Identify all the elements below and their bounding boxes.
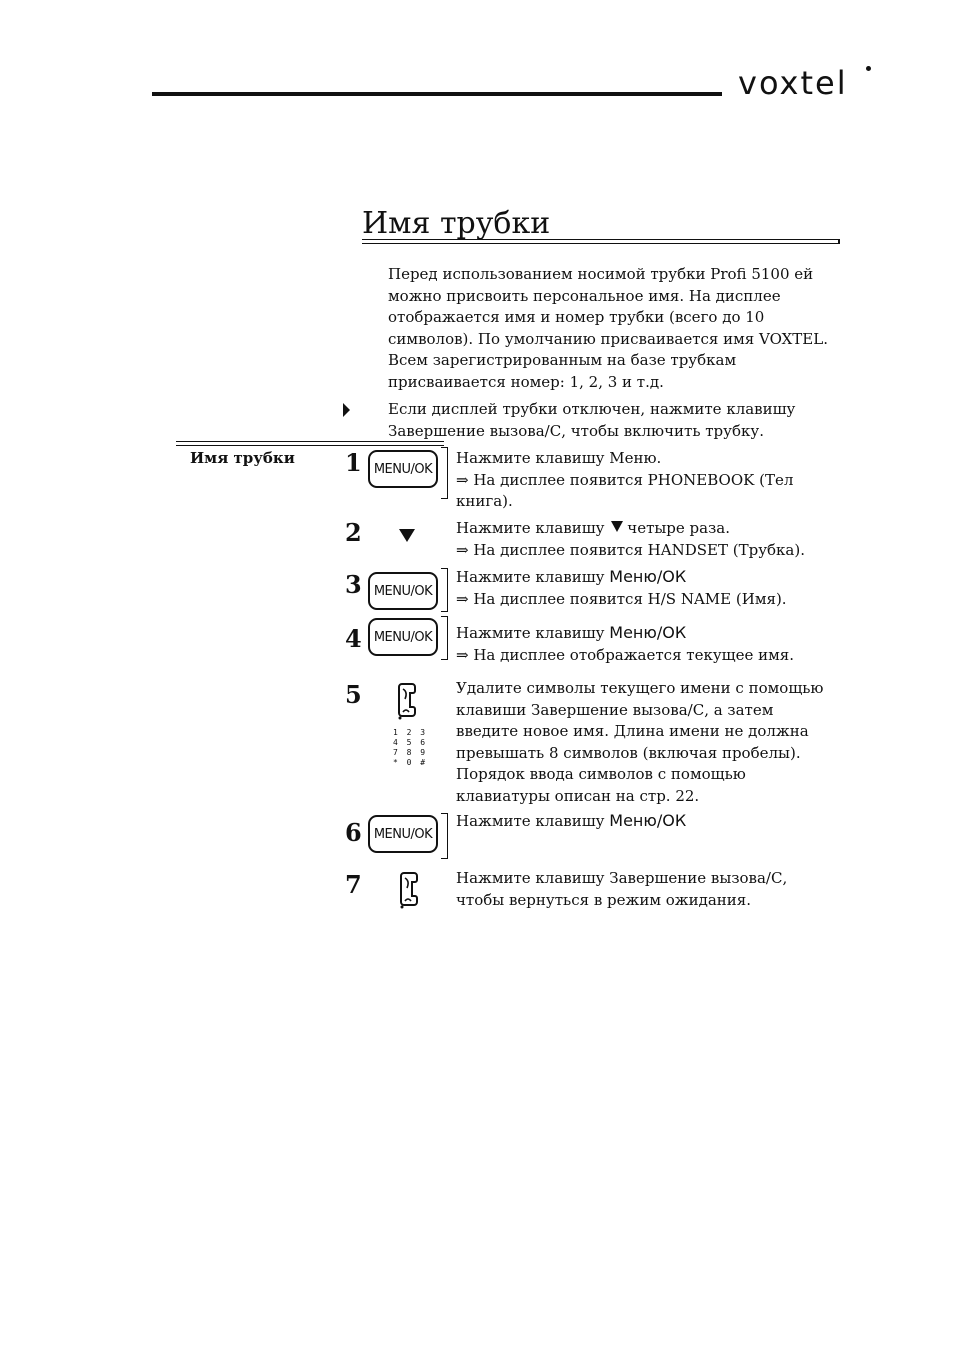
step-result: ⇒ На дисплее появится PHONEBOOK (Тел книга).	[456, 470, 794, 511]
step-line-start: Нажмите клавишу	[456, 568, 605, 586]
step-3-text	[456, 566, 836, 610]
handset-end-icon	[396, 871, 422, 915]
key-name: Меню/ОК	[609, 811, 687, 830]
step-6-text	[456, 810, 836, 833]
keypad-row: 1 2 3	[393, 728, 428, 737]
down-arrow-icon	[399, 529, 415, 542]
step-bracket	[441, 616, 448, 660]
step-line: Нажмите клавишу Меню.	[456, 449, 662, 467]
keypad-icon	[393, 728, 427, 768]
step-bracket	[441, 447, 448, 499]
intro-note: Если дисплей трубки отключен, нажмите клавишу Завершение вызова/С, чтобы включить трубку.	[388, 400, 796, 440]
sidebar-label: Имя трубки	[190, 449, 295, 467]
menu-ok-button-icon: MENU/OK	[368, 572, 438, 610]
key-name: Меню/ОК	[609, 623, 687, 642]
step-4-text	[456, 622, 836, 666]
menu-ok-button-icon: MENU/OK	[368, 815, 438, 853]
brand-logo-mark	[866, 66, 871, 71]
step-number: 3	[345, 570, 362, 599]
intro-paragraph: Перед использованием носимой трубки Profi 5100 ей можно присвоить персональное имя. На дисплее отображается имя и номер трубки (всего до 10 символов). По умолчанию присваивается имя VOXTEL. Всем зарегистрированным на базе трубкам присваивается номер: 1, 2, 3 и т.д.	[388, 265, 828, 391]
down-arrow-icon	[611, 521, 623, 532]
step-1-text	[456, 448, 836, 513]
step-line	[456, 810, 836, 833]
triangle-bullet-icon	[343, 403, 350, 417]
step-result: ⇒ На дисплее отображается текущее имя.	[456, 645, 795, 664]
step-number: 1	[345, 448, 362, 477]
step-bracket	[441, 813, 448, 859]
step-result: ⇒ На дисплее появится H/S NAME (Имя).	[456, 589, 787, 608]
step-number: 2	[345, 518, 362, 547]
step-line	[456, 566, 836, 589]
step-7-text: Нажмите клавишу Завершение вызова/С, чтобы вернуться в режим ожидания.	[456, 869, 788, 909]
step-line	[456, 622, 836, 645]
menu-ok-button-icon: MENU/OK	[368, 618, 438, 656]
keypad-row: 7 8 9	[393, 748, 428, 757]
step-number: 6	[345, 818, 362, 847]
step-bracket	[441, 568, 448, 612]
menu-ok-button-icon: MENU/OK	[368, 450, 438, 488]
step-number: 7	[345, 870, 362, 899]
key-name: Меню/ОК	[609, 567, 687, 586]
brand-logo: voxtel	[738, 64, 848, 102]
header-rule	[152, 92, 722, 96]
title-rule	[362, 239, 840, 244]
handset-end-icon	[394, 682, 420, 726]
step-number: 5	[345, 680, 362, 709]
step-line	[456, 518, 836, 540]
step-line-start: Нажмите клавишу	[456, 624, 605, 642]
keypad-row: * 0 #	[393, 758, 428, 767]
step-number: 4	[345, 624, 362, 653]
step-5-text: Удалите символы текущего имени с помощью клавиши Завершение вызова/С, а затем введите новое имя. Длина имени не должна превышать 8 символов (включая пробелы). Порядок ввода символов с помощью клавиатуры описан на стр. 22.	[456, 679, 824, 805]
step-line-end: четыре раза.	[627, 519, 730, 537]
step-2-text	[456, 518, 836, 561]
step-result: ⇒ На дисплее появится HANDSET (Трубка).	[456, 540, 805, 559]
keypad-row: 4 5 6	[393, 738, 428, 747]
step-line-start: Нажмите клавишу	[456, 519, 605, 537]
step-line-start: Нажмите клавишу	[456, 812, 605, 830]
sidebar-rule	[176, 441, 444, 446]
page-title: Имя трубки	[362, 206, 551, 241]
